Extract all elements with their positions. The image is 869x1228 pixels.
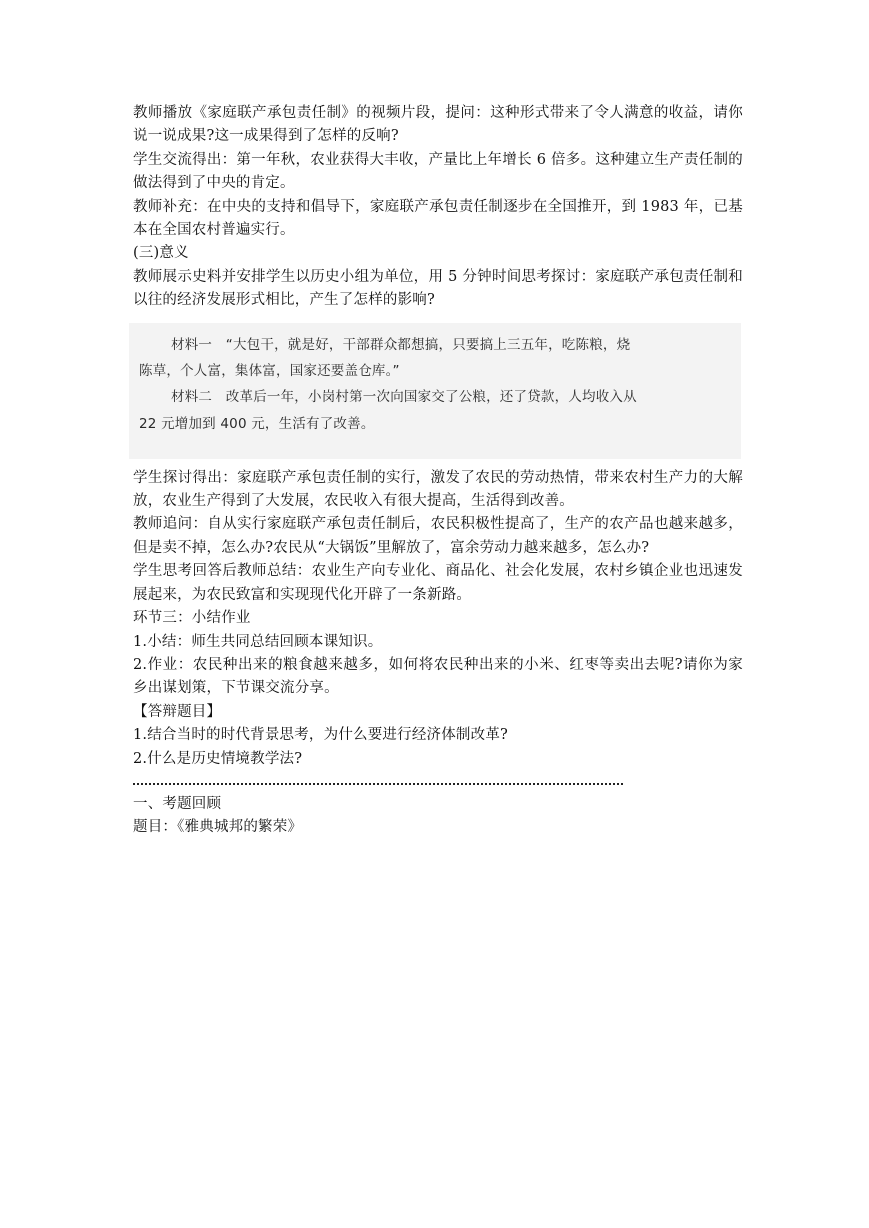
historical-material-image xyxy=(129,323,741,459)
section-heading-summary-homework: 环节三：小结作业 xyxy=(133,610,251,627)
paragraph-group-discussion: 教师展示史料并安排学生以历史小组为单位，用 5 分钟时间思考探讨：家庭联产承包责任制和以往的经济发展形式相比，产生了怎样的影响? xyxy=(133,268,743,309)
defense-question-2: 2.什么是历史情境教学法? xyxy=(133,750,303,767)
material-line-3: 材料二 改革后一年，小岗村第一次向国家交了公粮，还了贷款，人均收入从 xyxy=(171,388,637,405)
defense-questions-heading: 【答辩题目】 xyxy=(133,703,222,720)
paragraph-teacher-supplement: 教师补充：在中央的支持和倡导下，家庭联产承包责任制逐步在全国推开，到 1983 年，已基本在全国农村普遍实行。 xyxy=(133,198,743,239)
document-body xyxy=(133,102,743,840)
list-item-summary: 1.小结：师生共同总结回顾本课知识。 xyxy=(133,633,383,650)
section-heading-significance: (三)意义 xyxy=(133,245,189,262)
paragraph-teacher-follow-up: 教师追问：自从实行家庭联产承包责任制后，农民积极性提高了，生产的农产品也越来越多，但是卖不掉，怎么办?农民从“大锅饭”里解放了，富余劳动力越来越多，怎么办? xyxy=(133,516,743,556)
material-line-2: 陈草，个人富，集体富，国家还要盖仓库。” xyxy=(139,362,400,379)
list-item-homework: 2.作业：农民种出来的粮食越来越多，如何将农民种出来的小米、红枣等卖出去呢?请你为家乡出谋划策，下节课交流分享。 xyxy=(133,656,743,697)
paragraph-student-exchange: 学生交流得出：第一年秋，农业获得大丰收，产量比上年增长 6 倍多。这种建立生产责任制的做法得到了中央的肯定。 xyxy=(133,151,743,192)
paragraph-discussion-result: 学生探讨得出：家庭联产承包责任制的实行，激发了农民的劳动热情，带来农村生产力的大解放，农业生产得到了大发展，农民收入有很大提高，生活得到改善。 xyxy=(133,469,743,510)
dotted-separator xyxy=(133,773,623,785)
paragraph-teacher-summary: 学生思考回答后教师总结：农业生产向专业化、商品化、社会化发展，农村乡镇企业也迅速发展起来，为农民致富和实现现代化开辟了一条新路。 xyxy=(133,563,743,603)
defense-question-1: 1.结合当时的时代背景思考，为什么要进行经济体制改革? xyxy=(133,727,509,744)
paragraph-video-question: 教师播放《家庭联产承包责任制》的视频片段，提问：这种形式带来了令人满意的收益，请你说一说成果?这一成果得到了怎样的反响? xyxy=(133,105,743,145)
review-topic: 题目：《雅典城邦的繁荣》 xyxy=(133,819,303,836)
material-line-4: 22 元增加到 400 元，生活有了改善。 xyxy=(139,415,375,432)
material-line-1: 材料一 “大包干，就是好，干部群众都想搞，只要搞上三五年，吃陈粮，烧 xyxy=(171,336,631,353)
review-heading: 一、考题回顾 xyxy=(133,795,222,812)
